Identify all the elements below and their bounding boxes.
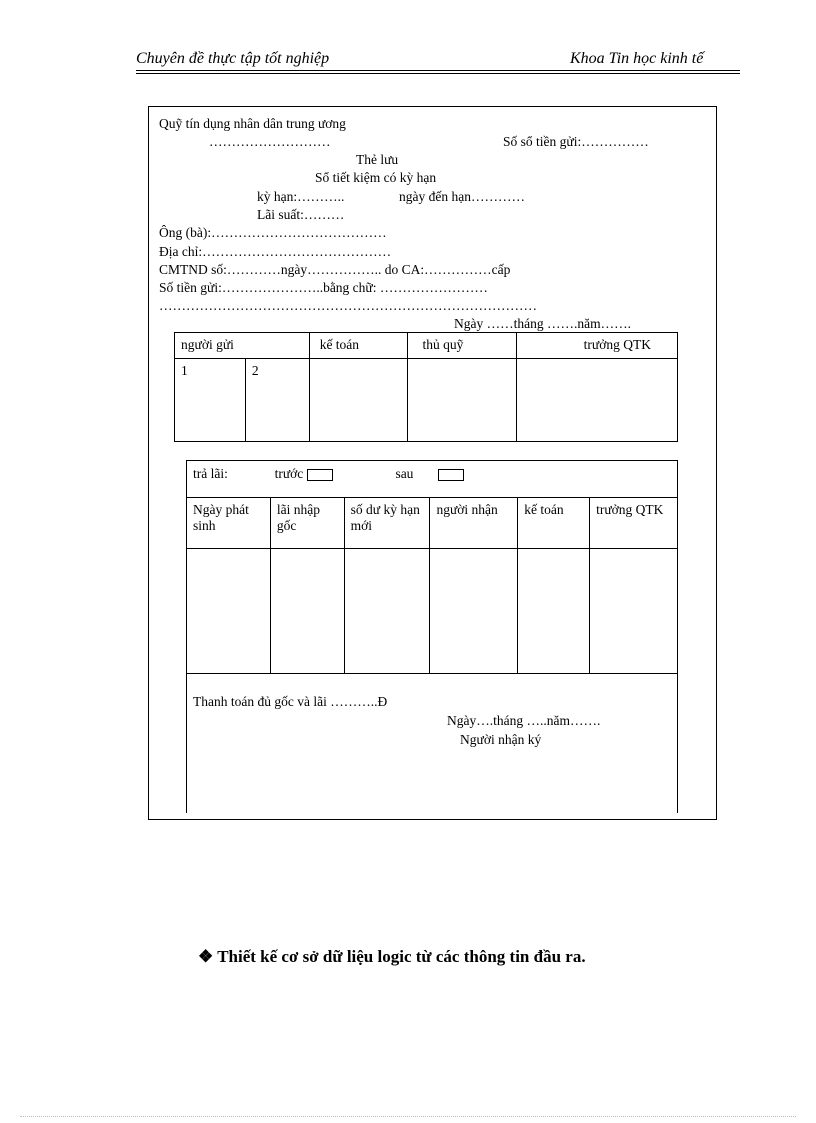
- interest-options-row: [187, 461, 678, 498]
- sign-header-sender: người gửi: [175, 333, 310, 359]
- address-field: Địa chỉ:……………………………………: [159, 244, 392, 259]
- payout-table: [186, 460, 678, 674]
- date-line: Ngày ……tháng …….năm…….: [454, 316, 631, 331]
- id-field: CMTND số:…………ngày…………….. do CA:……………cấp: [159, 262, 511, 277]
- the-luu: Thẻ lưu: [356, 152, 399, 167]
- truoc-checkbox[interactable]: [307, 469, 333, 481]
- page-bottom-rule: [20, 1116, 796, 1117]
- sign-cell-2: 2: [245, 359, 309, 442]
- settle-left-border: [186, 673, 187, 813]
- sign-cell-manager: [517, 359, 678, 442]
- signature-table: [174, 332, 678, 442]
- savings-book-form: [148, 106, 717, 820]
- tra-lai-label: trả lãi:: [193, 466, 228, 481]
- payout-cell: [344, 549, 430, 674]
- dots-line: …………………………………………………………………………: [159, 298, 537, 313]
- header-left: Chuyên đề thực tập tốt nghiệp: [136, 50, 330, 67]
- col-ke-toan: kế toán: [518, 498, 590, 549]
- receiver-sign: Người nhận ký: [460, 732, 542, 747]
- payout-cell: [590, 549, 678, 674]
- sign-cell-accountant: [309, 359, 408, 442]
- settle-right-border: [677, 673, 678, 813]
- term-field: kỳ hạn:………..: [257, 189, 345, 204]
- col-truong-qtk: trưởng QTK: [590, 498, 678, 549]
- payout-cell: [270, 549, 344, 674]
- amount-field: Số tiền gửi:…………………..bằng chữ: ……………………: [159, 280, 488, 295]
- header-rule-bottom: [136, 73, 740, 74]
- org-name: Quỹ tín dụng nhân dân trung ương: [159, 116, 346, 131]
- truoc-label: trước: [274, 466, 304, 481]
- sign-cell-cashier: [408, 359, 517, 442]
- book-title: Sổ tiết kiệm có kỳ hạn: [315, 170, 437, 185]
- col-so-du: số dư kỳ hạn mới: [344, 498, 430, 549]
- org-dots: ………………………: [209, 134, 331, 149]
- sau-label: sau: [395, 466, 414, 481]
- settle-text: Thanh toán đủ gốc và lãi ………..Đ: [193, 694, 388, 709]
- payout-cell: [518, 549, 590, 674]
- payout-cell: [187, 549, 271, 674]
- sign-header-manager: trưởng QTK: [517, 333, 678, 359]
- sign-cell-1: 1: [175, 359, 246, 442]
- rate-field: Lãi suất:………: [257, 207, 345, 222]
- col-nguoi-nhan: người nhận: [430, 498, 518, 549]
- diamond-bullet-icon: ❖: [198, 947, 214, 966]
- sign-header-accountant: kế toán: [309, 333, 408, 359]
- header-rule-top: [136, 70, 740, 71]
- col-ngay-phat-sinh: Ngày phát sinh: [187, 498, 271, 549]
- bullet-heading: [198, 947, 586, 967]
- header-right: Khoa Tin học kinh tế: [570, 50, 704, 67]
- sau-checkbox[interactable]: [438, 469, 464, 481]
- name-field: Ông (bà):…………………………………: [159, 225, 387, 240]
- sign-header-cashier: thủ quỹ: [408, 333, 517, 359]
- payout-cell: [430, 549, 518, 674]
- settle-date: Ngày….tháng …..năm…….: [447, 713, 601, 728]
- book-number: Số sổ tiền gửi:……………: [503, 134, 649, 149]
- col-lai-nhap-goc: lãi nhập gốc: [270, 498, 344, 549]
- bullet-text: Thiết kế cơ sở dữ liệu logic từ các thông tin đầu ra.: [217, 947, 586, 966]
- due-date-field: ngày đến hạn…………: [399, 189, 525, 204]
